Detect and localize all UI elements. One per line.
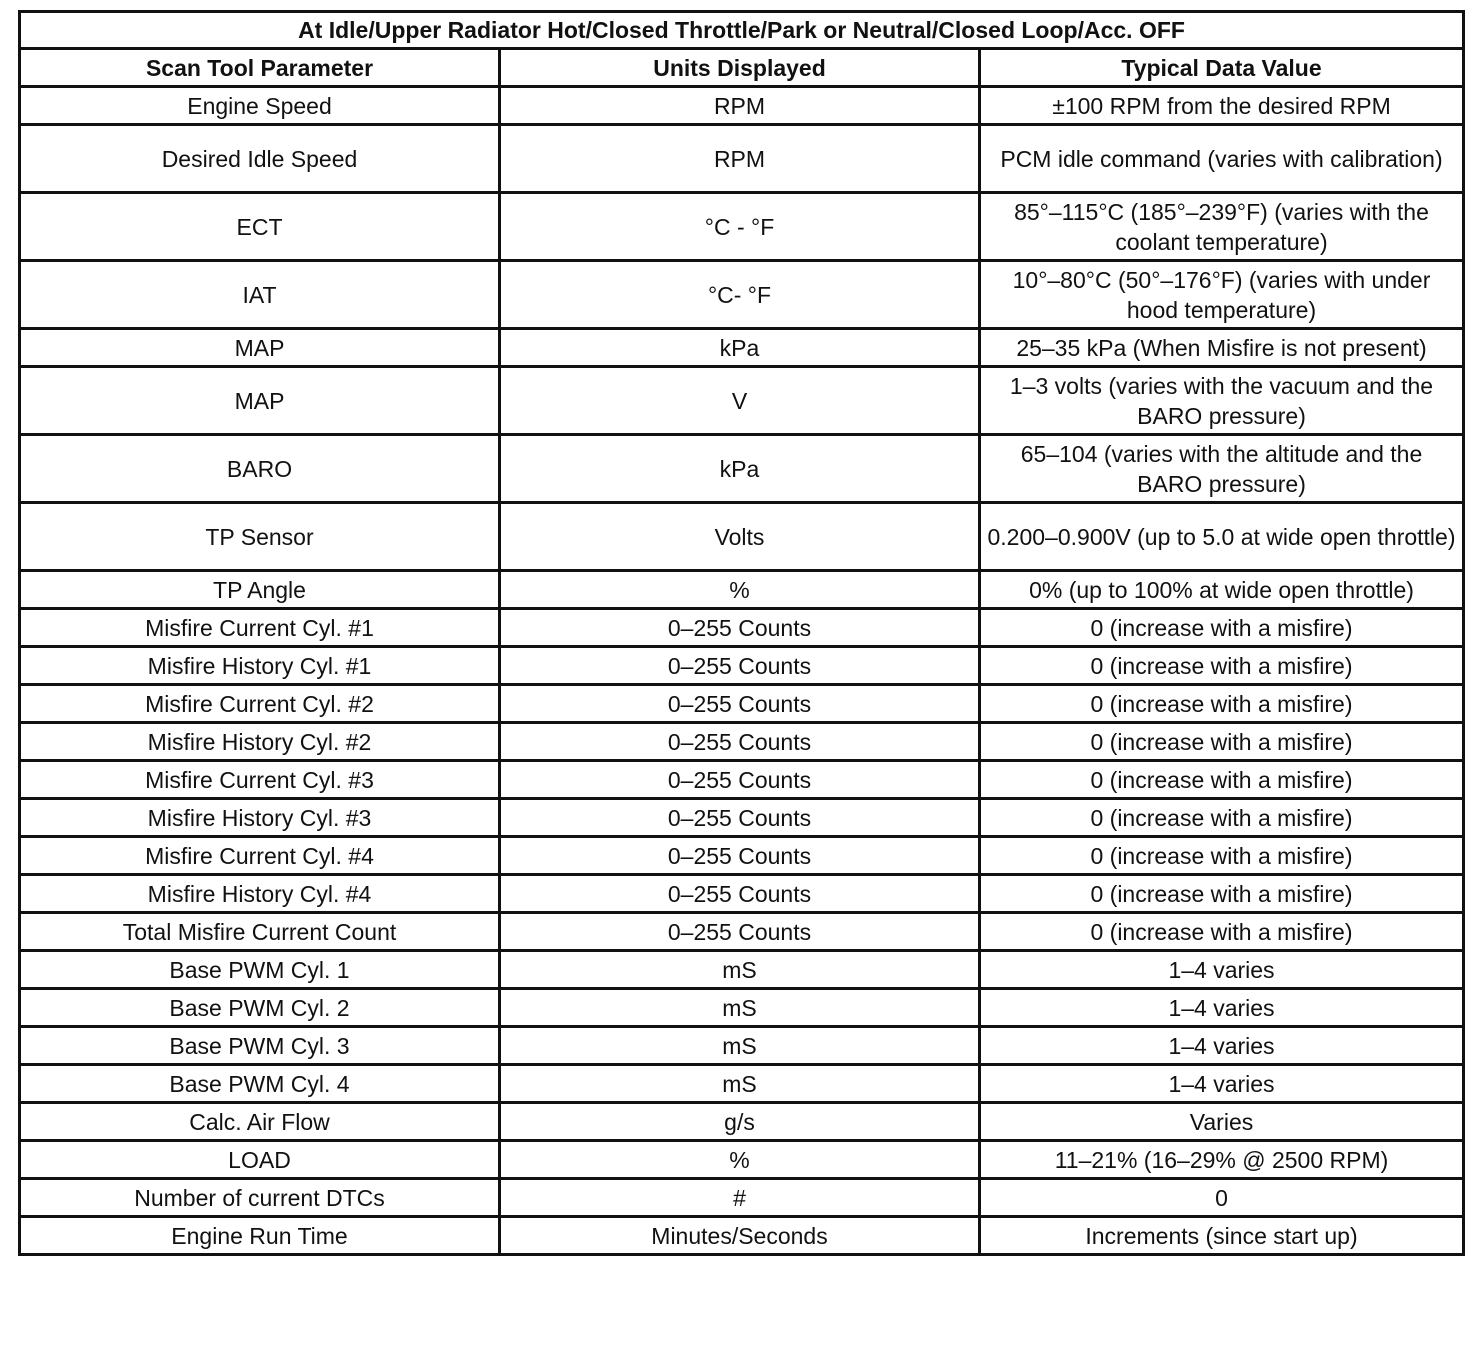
- table-row: [20, 571, 1464, 609]
- value-cell: 1–3 volts (varies with the vacuum and the BARO pressure): [980, 367, 1464, 435]
- units-cell: °C - °F: [500, 193, 980, 261]
- value-cell: 0 (increase with a misfire): [980, 799, 1464, 837]
- parameter-cell: MAP: [20, 329, 500, 367]
- table-row: [20, 685, 1464, 723]
- parameter-cell: Base PWM Cyl. 3: [20, 1027, 500, 1065]
- table-row: [20, 951, 1464, 989]
- value-cell: Varies: [980, 1103, 1464, 1141]
- header-units: Units Displayed: [500, 49, 980, 87]
- parameter-cell: Total Misfire Current Count: [20, 913, 500, 951]
- units-cell: #: [500, 1179, 980, 1217]
- parameter-cell: IAT: [20, 261, 500, 329]
- table-row: [20, 837, 1464, 875]
- value-cell: 1–4 varies: [980, 1065, 1464, 1103]
- table-row: [20, 647, 1464, 685]
- value-cell: 25–35 kPa (When Misfire is not present): [980, 329, 1464, 367]
- units-cell: 0–255 Counts: [500, 761, 980, 799]
- table-row: [20, 723, 1464, 761]
- value-cell: 0 (increase with a misfire): [980, 723, 1464, 761]
- value-cell: 0 (increase with a misfire): [980, 913, 1464, 951]
- parameter-cell: Engine Run Time: [20, 1217, 500, 1255]
- table-row: [20, 875, 1464, 913]
- header-value: Typical Data Value: [980, 49, 1464, 87]
- parameter-cell: Base PWM Cyl. 4: [20, 1065, 500, 1103]
- value-cell: 1–4 varies: [980, 951, 1464, 989]
- parameter-cell: Misfire History Cyl. #2: [20, 723, 500, 761]
- value-cell: 0 (increase with a misfire): [980, 875, 1464, 913]
- value-cell: 0: [980, 1179, 1464, 1217]
- units-cell: %: [500, 571, 980, 609]
- value-cell: 1–4 varies: [980, 989, 1464, 1027]
- table-title: At Idle/Upper Radiator Hot/Closed Throttle/Park or Neutral/Closed Loop/Acc. OFF: [20, 12, 1464, 49]
- value-cell: 0 (increase with a misfire): [980, 761, 1464, 799]
- parameter-cell: Misfire Current Cyl. #2: [20, 685, 500, 723]
- table-row: [20, 989, 1464, 1027]
- table-row: [20, 1065, 1464, 1103]
- parameter-cell: Misfire History Cyl. #1: [20, 647, 500, 685]
- parameter-cell: Misfire Current Cyl. #1: [20, 609, 500, 647]
- table-row: [20, 609, 1464, 647]
- units-cell: 0–255 Counts: [500, 685, 980, 723]
- value-cell: Increments (since start up): [980, 1217, 1464, 1255]
- parameter-cell: Misfire Current Cyl. #4: [20, 837, 500, 875]
- units-cell: Volts: [500, 503, 980, 571]
- parameter-cell: TP Angle: [20, 571, 500, 609]
- value-cell: 0% (up to 100% at wide open throttle): [980, 571, 1464, 609]
- parameter-cell: Base PWM Cyl. 2: [20, 989, 500, 1027]
- units-cell: 0–255 Counts: [500, 799, 980, 837]
- units-cell: 0–255 Counts: [500, 609, 980, 647]
- units-cell: 0–255 Counts: [500, 723, 980, 761]
- table-row: [20, 1027, 1464, 1065]
- table-row: [20, 761, 1464, 799]
- value-cell: ±100 RPM from the desired RPM: [980, 87, 1464, 125]
- units-cell: g/s: [500, 1103, 980, 1141]
- parameter-cell: BARO: [20, 435, 500, 503]
- parameter-cell: Calc. Air Flow: [20, 1103, 500, 1141]
- parameter-cell: Misfire History Cyl. #3: [20, 799, 500, 837]
- parameter-cell: Engine Speed: [20, 87, 500, 125]
- value-cell: 0 (increase with a misfire): [980, 609, 1464, 647]
- units-cell: 0–255 Counts: [500, 647, 980, 685]
- units-cell: RPM: [500, 87, 980, 125]
- parameter-cell: LOAD: [20, 1141, 500, 1179]
- value-cell: 65–104 (varies with the altitude and the BARO pressure): [980, 435, 1464, 503]
- table-row: [20, 435, 1464, 503]
- units-cell: mS: [500, 989, 980, 1027]
- units-cell: V: [500, 367, 980, 435]
- table-row: [20, 913, 1464, 951]
- table-row: [20, 503, 1464, 571]
- units-cell: mS: [500, 1065, 980, 1103]
- units-cell: °C- °F: [500, 261, 980, 329]
- table-row: [20, 1179, 1464, 1217]
- units-cell: 0–255 Counts: [500, 913, 980, 951]
- units-cell: mS: [500, 951, 980, 989]
- table-row: [20, 1141, 1464, 1179]
- parameter-cell: Number of current DTCs: [20, 1179, 500, 1217]
- table-row: [20, 799, 1464, 837]
- units-cell: mS: [500, 1027, 980, 1065]
- table-row: [20, 87, 1464, 125]
- value-cell: 0 (increase with a misfire): [980, 837, 1464, 875]
- parameter-cell: Misfire Current Cyl. #3: [20, 761, 500, 799]
- table-row: [20, 193, 1464, 261]
- table-row: [20, 329, 1464, 367]
- value-cell: 10°–80°C (50°–176°F) (varies with under hood temperature): [980, 261, 1464, 329]
- header-parameter: Scan Tool Parameter: [20, 49, 500, 87]
- parameter-cell: Base PWM Cyl. 1: [20, 951, 500, 989]
- value-cell: 0 (increase with a misfire): [980, 647, 1464, 685]
- parameter-cell: TP Sensor: [20, 503, 500, 571]
- table-row: [20, 1103, 1464, 1141]
- value-cell: 0 (increase with a misfire): [980, 685, 1464, 723]
- parameter-cell: Misfire History Cyl. #4: [20, 875, 500, 913]
- table-row: [20, 261, 1464, 329]
- scan-tool-data-table: [18, 10, 1465, 1256]
- value-cell: 1–4 varies: [980, 1027, 1464, 1065]
- units-cell: 0–255 Counts: [500, 875, 980, 913]
- units-cell: Minutes/Seconds: [500, 1217, 980, 1255]
- units-cell: 0–255 Counts: [500, 837, 980, 875]
- table-row: [20, 125, 1464, 193]
- parameter-cell: ECT: [20, 193, 500, 261]
- table-row: [20, 367, 1464, 435]
- units-cell: RPM: [500, 125, 980, 193]
- value-cell: PCM idle command (varies with calibration): [980, 125, 1464, 193]
- table-row: [20, 1217, 1464, 1255]
- value-cell: 85°–115°C (185°–239°F) (varies with the coolant temperature): [980, 193, 1464, 261]
- units-cell: %: [500, 1141, 980, 1179]
- value-cell: 0.200–0.900V (up to 5.0 at wide open throttle): [980, 503, 1464, 571]
- parameter-cell: Desired Idle Speed: [20, 125, 500, 193]
- value-cell: 11–21% (16–29% @ 2500 RPM): [980, 1141, 1464, 1179]
- units-cell: kPa: [500, 435, 980, 503]
- parameter-cell: MAP: [20, 367, 500, 435]
- units-cell: kPa: [500, 329, 980, 367]
